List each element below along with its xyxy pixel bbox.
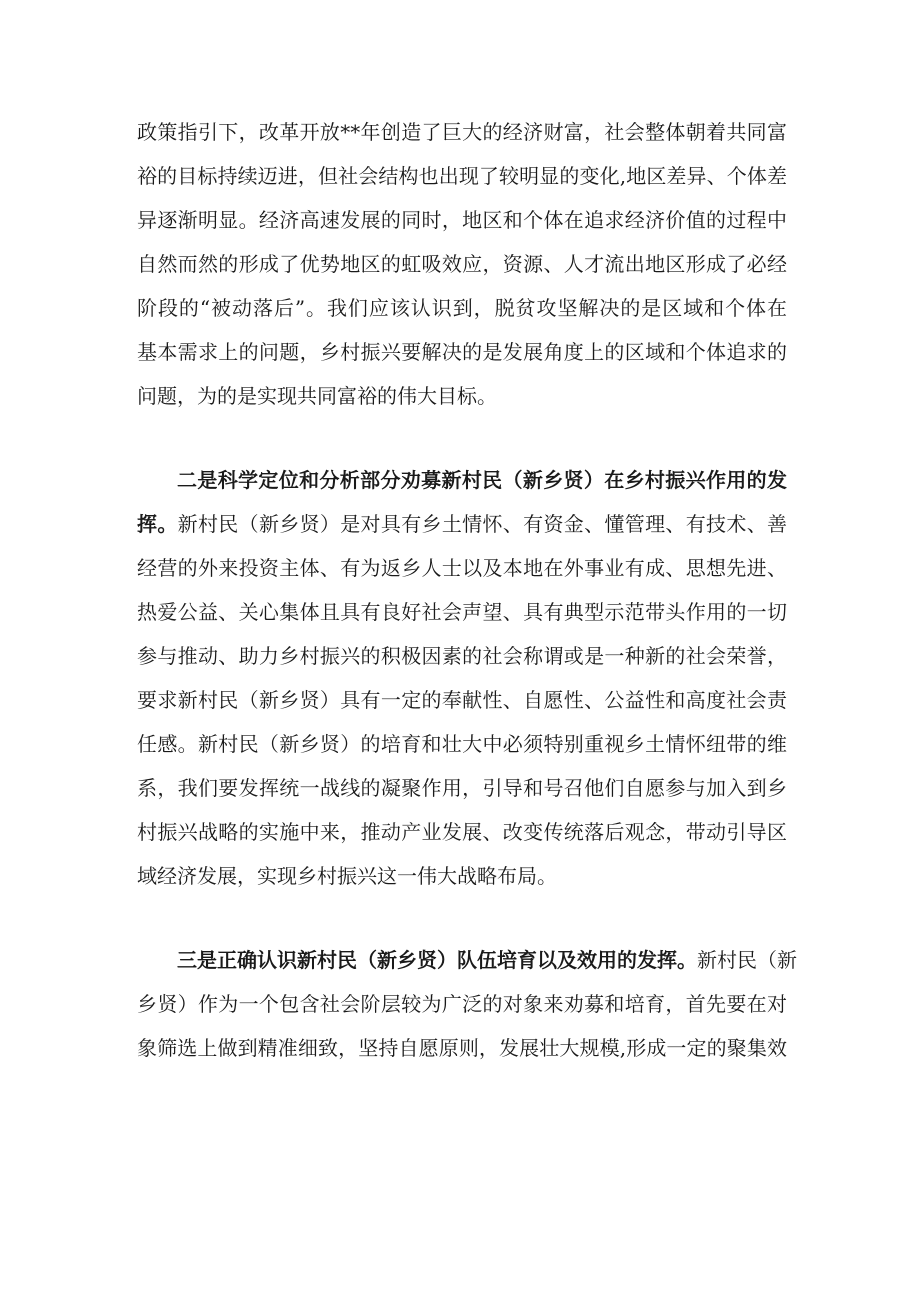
paragraph-1-line-7: 问题，为的是实现共同富裕的伟大目标。 [137, 384, 497, 408]
paragraph-2-line-5: 参与推动、助力乡村振兴的积极因素的社会称谓或是一种新的社会荣誉， [137, 644, 787, 668]
paragraph-3-body-start: 新村民（新 [697, 948, 797, 972]
paragraph-1-line-1: 政策指引下，改革开放**年创造了巨大的经济财富，社会整体朝着共同富 [137, 120, 787, 144]
paragraph-2-line-4: 热爱公益、关心集体且具有良好社会声望、具有典型示范带头作用的一切 [137, 600, 787, 624]
paragraph-2-line-10: 域经济发展，实现乡村振兴这一伟大战略布局。 [137, 864, 557, 888]
paragraph-2-line-3: 经营的外来投资主体、有为返乡人士以及本地在外事业有成、思想先进、 [137, 556, 787, 580]
paragraph-2-line-6: 要求新村民（新乡贤）具有一定的奉献性、自愿性、公益性和高度社会责 [137, 688, 787, 712]
paragraph-1-line-6: 基本需求上的问题，乡村振兴要解决的是发展角度上的区域和个体追求的 [137, 340, 787, 364]
paragraph-3-line-1 [177, 947, 797, 973]
paragraph-2-heading-line-1: 二是科学定位和分析部分劝募新村民（新乡贤）在乡村振兴作用的发 [177, 468, 787, 492]
paragraph-2-line-2 [137, 511, 787, 537]
paragraph-2-line-9: 村振兴战略的实施中来，推动产业发展、改变传统落后观念，带动引导区 [137, 820, 787, 844]
paragraph-1-line-4: 自然而然的形成了优势地区的虹吸效应，资源、人才流出地区形成了必经 [137, 252, 787, 276]
paragraph-1-line-5: 阶段的“被动落后”。我们应该认识到，脱贫攻坚解决的是区域和个体在 [137, 296, 787, 320]
paragraph-2-body-start: 新村民（新乡贤）是对具有乡土情怀、有资金、懂管理、有技术、善 [177, 512, 788, 536]
paragraph-2-heading-end: 挥。 [137, 512, 178, 536]
paragraph-3-line-2: 乡贤）作为一个包含社会阶层较为广泛的对象来劝募和培育，首先要在对 [137, 992, 787, 1016]
paragraph-1-line-3: 异逐渐明显。经济高速发展的同时，地区和个体在追求经济价值的过程中 [137, 208, 787, 232]
paragraph-2-line-7: 任感。新村民（新乡贤）的培育和壮大中必须特别重视乡土情怀纽带的维 [137, 732, 787, 756]
paragraph-3-heading: 三是正确认识新村民（新乡贤）队伍培育以及效用的发挥。 [177, 948, 697, 972]
paragraph-2-line-8: 系，我们要发挥统一战线的凝聚作用，引导和号召他们自愿参与加入到乡 [137, 776, 787, 800]
paragraph-1-line-2: 裕的目标持续迈进，但社会结构也出现了较明显的变化,地区差异、个体差 [137, 164, 787, 188]
paragraph-3-line-3: 象筛选上做到精准细致，坚持自愿原则，发展壮大规模,形成一定的聚集效 [137, 1036, 787, 1060]
